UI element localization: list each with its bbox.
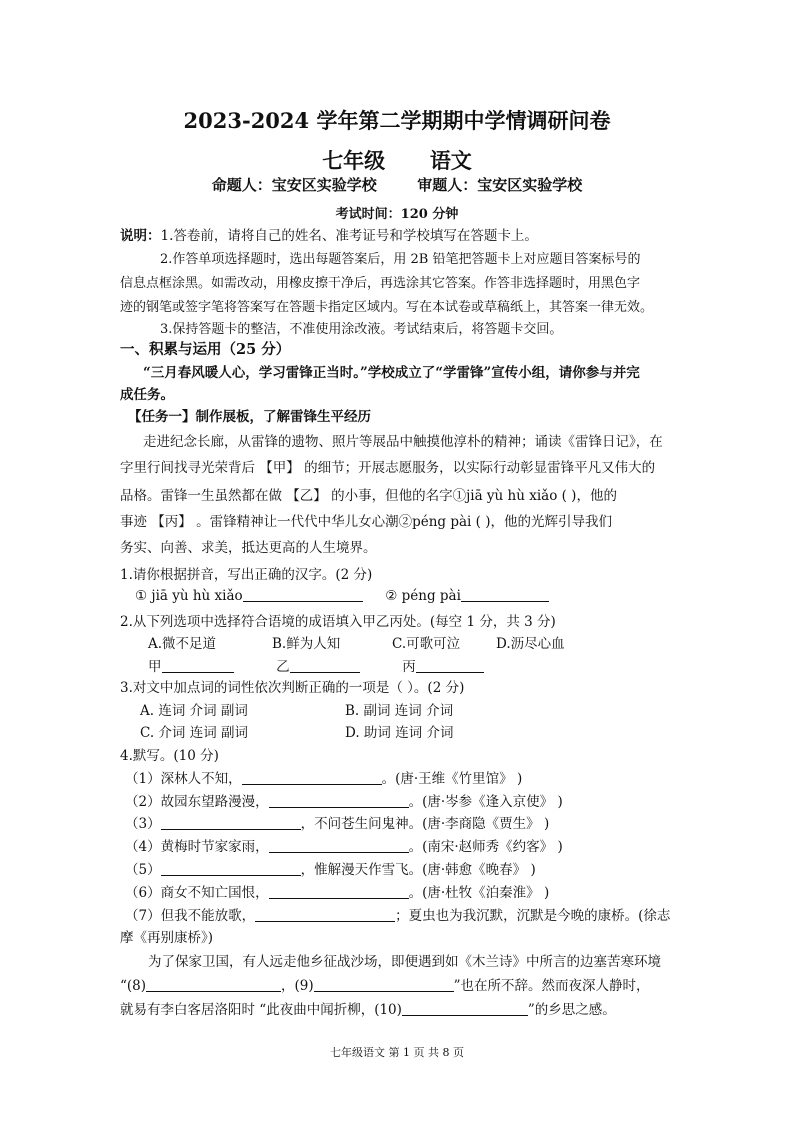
q3-options-row-2 (140, 721, 454, 741)
author-line (0, 174, 794, 195)
passage-line-1: 走进纪念长廊，从雷锋的遗物、照片等展品中触摸他淳朴的精神；诵读《雷锋日记》，在 (143, 434, 663, 450)
q1-answers: ① jiā yù hù xiǎo ② péng pài (135, 587, 549, 604)
grade-label: 七年级 (322, 148, 386, 173)
section-1-intro-b: 成任务。 (120, 387, 174, 403)
subject-label: 语文 (429, 148, 472, 173)
q3-option-d: D. 助词 连词 介词 (345, 725, 454, 741)
instruction-1: 说明：1.答卷前，请将自己的姓名、准考证号和学校填写在答题卡上。 (120, 228, 538, 244)
passage-line-3: 品格。雷锋一生虽然都在做 【乙】 的小事，但他的名字①jiā yù hù xiǎo ( )，他的 (120, 488, 617, 504)
q4-item-4: （4）黄梅时节家家雨， 。(南宋·赵师秀《约客》 ) (125, 839, 563, 855)
q1-blank-b[interactable] (461, 587, 549, 602)
q4-item-5: （5） ，惟解漫天作雪飞。(唐·韩愈《晚春》 ) (125, 862, 536, 878)
q2-blanks: 甲 乙 丙 (148, 655, 484, 675)
q3-options-row-1 (140, 699, 453, 719)
q4-blank-1[interactable] (242, 770, 382, 785)
instruction-3: 3.保持答题卡的整洁，不准使用涂改液。考试结束后，将答题卡交回。 (160, 322, 563, 337)
passage-line-4: 事迹 【丙】 。雷锋精神让一代代中华儿女心潮②péng pài ( )，他的光辉引导我们 (120, 514, 612, 530)
q4-item-3: （3） ，不问苍生问鬼神。(唐·李商隐《贾生》 ) (125, 816, 550, 832)
q4-para-b: “(8) ，(9) ”也在所不辞。然而夜深人静时， (120, 978, 650, 994)
q3-option-a: A. 连词 介词 副词 (140, 703, 248, 719)
q4-para-c: 就易有李白客居洛阳时 “此夜曲中闻折柳，(10) ”的乡思之感。 (120, 1002, 616, 1018)
q4-item-7-cont: 摩《再别康桥》) (120, 930, 214, 946)
passage-line-5: 务实、向善、求美，抵达更高的人生境界。 (120, 540, 377, 556)
q2-blank-bing[interactable] (416, 658, 484, 673)
exam-title: 2023-2024 学年第二学期期中学情调研问卷 (183, 108, 611, 133)
q1-blank-a[interactable] (243, 587, 363, 602)
q4-item-6: （6）商女不知亡国恨， 。(唐·杜牧《泊秦淮》 ) (125, 885, 550, 901)
q2-option-c: C.可歌可泣 (392, 636, 461, 652)
q4-blank-7[interactable] (255, 907, 395, 922)
page-footer: 七年级语文 第 1 页 共 8 页 (330, 1046, 464, 1059)
task-1-title: 【任务一】制作展板，了解雷锋生平经历 (128, 409, 371, 425)
q2-blank-jia[interactable] (162, 658, 234, 673)
grade-subject (0, 145, 794, 175)
q4-stem: 4.默写。(10 分) (120, 748, 219, 764)
q4-blank-4[interactable] (269, 838, 409, 853)
passage-line-2: 字里行间找寻光荣背后 【甲】 的细节；开展志愿服务，以实际行动彰显雷锋平凡又伟大的 (120, 460, 656, 476)
instruction-2c: 迹的钢笔或签字笔将答案写在答题卡指定区域内。写在本试卷或草稿纸上，其答案一律无效。 (120, 300, 654, 315)
q1-stem: 1.请你根据拼音，写出正确的汉字。(2 分) (120, 567, 373, 583)
q2-option-a: A.微不足道 (148, 636, 217, 652)
q4-para-a: 为了保家卫国，有人远走他乡征战沙场，即便遇到如《木兰诗》中所言的边塞苦寒环境 (148, 954, 661, 970)
q2-options (148, 632, 565, 652)
exam-time: 考试时间：120 分钟 (335, 207, 459, 222)
q2-stem: 2.从下列选项中选择符合语境的成语填入甲乙丙处。(每空 1 分，共 3 分) (120, 614, 556, 630)
q2-option-d: D.沥尽心血 (496, 636, 565, 652)
q3-option-c: C. 介词 连词 副词 (140, 725, 249, 741)
section-1-title: 一、积累与运用（25 分） (120, 341, 291, 358)
q4-item-7: （7）但我不能放歌， ；夏虫也为我沉默，沉默是今晚的康桥。(徐志 (125, 908, 671, 924)
authors: 命题人：宝安区实验学校 (211, 176, 377, 194)
q4-blank-6[interactable] (269, 884, 409, 899)
q2-blank-yi[interactable] (290, 658, 360, 673)
q4-blank-8[interactable] (146, 977, 281, 992)
instruction-label: 说明： (120, 228, 161, 244)
q2-option-b: B.鲜为人知 (272, 636, 341, 652)
q4-item-2: （2）故园东望路漫漫， 。(唐·岑参《逢入京使》 ) (125, 794, 563, 810)
q4-blank-5[interactable] (161, 861, 301, 876)
section-1-intro-a: “三月春风暖人心，学习雷锋正当时。”学校成立了“学雷锋”宣传小组，请你参与并完 (143, 365, 640, 381)
q3-option-b: B. 副词 连词 介词 (345, 703, 454, 719)
q4-blank-3[interactable] (161, 815, 301, 830)
q4-item-1: （1）深林人不知， 。(唐·王维《竹里馆》 ) (125, 771, 523, 787)
q4-blank-2[interactable] (269, 793, 409, 808)
instruction-2a: 2.作答单项选择题时，选出每题答案后，用 2B 铅笔把答题卡上对应题目答案标号的 (160, 252, 641, 267)
q3-stem: 3.对文中加点词的词性依次判断正确的一项是（ ）。(2 分) (120, 680, 465, 696)
instruction-2b: 信息点框涂黑。如需改动，用橡皮擦干净后，再选涂其它答案。作答非选择题时，用黑色字 (120, 276, 641, 291)
reviewers: 审题人：宝安区实验学校 (417, 176, 583, 194)
q4-blank-10[interactable] (402, 1001, 528, 1016)
q4-blank-9[interactable] (314, 977, 454, 992)
